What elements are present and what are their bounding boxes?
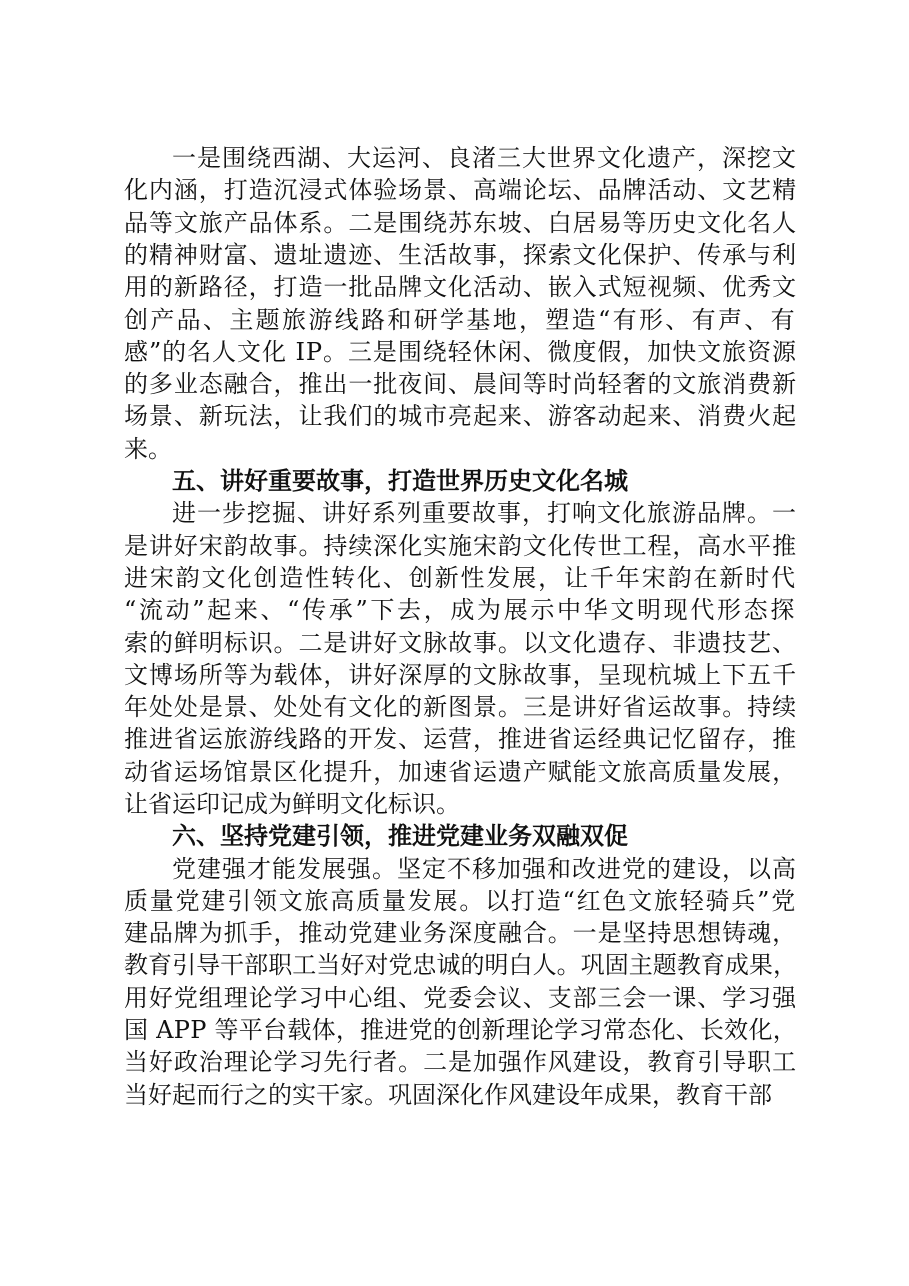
- paragraph-line: 推进省运旅游线路的开发、运营，推进省运经典记忆留存，推: [124, 725, 797, 753]
- paragraph-line: 当好起而行之的实干家。巩固深化作风建设年成果，教育干部: [124, 1081, 772, 1109]
- paragraph-line: 品等文旅产品体系。二是围绕苏东坡、白居易等历史文化名人: [124, 209, 797, 237]
- paragraph-line: 化内涵，打造沉浸式体验场景、高端论坛、品牌活动、文艺精: [124, 176, 797, 204]
- paragraph-line: 进宋韵文化创造性转化、创新性发展，让千年宋韵在新时代: [124, 564, 797, 592]
- paragraph-line: 建品牌为抓手，推动党建业务深度融合。一是坚持思想铸魂，: [124, 919, 797, 947]
- paragraph-line: 年处处是景、处处有文化的新图景。三是讲好省运故事。持续: [124, 693, 797, 721]
- paragraph-line: 创产品、主题旅游线路和研学基地，塑造“有形、有声、有: [124, 306, 797, 334]
- paragraph-line: 质量党建引领文旅高质量发展。以打造“红色文旅轻骑兵”党: [124, 887, 797, 915]
- paragraph-line: 让省运印记成为鲜明文化标识。: [124, 790, 460, 818]
- section-heading: 五、讲好重要故事，打造世界历史文化名城: [172, 467, 628, 495]
- paragraph-line: 来。: [124, 435, 172, 463]
- paragraph-line: 的精神财富、遗址遗迹、生活故事，探索文化保护、传承与利: [124, 241, 797, 269]
- section-heading: 六、坚持党建引领，推进党建业务双融双促: [172, 822, 628, 850]
- paragraph-line: 当好政治理论学习先行者。二是加强作风建设，教育引导职工: [124, 1048, 797, 1076]
- paragraph-line: 一是围绕西湖、大运河、良渚三大世界文化遗产，深挖文: [172, 144, 797, 172]
- paragraph-line: “流动”起来、“传承”下去，成为展示中华文明现代形态探: [124, 596, 797, 624]
- paragraph-line: 动省运场馆景区化提升，加速省运遗产赋能文旅高质量发展，: [124, 758, 797, 786]
- paragraph-line: 党建强才能发展强。坚定不移加强和改进党的建设，以高: [172, 855, 797, 883]
- paragraph-line: 国 APP 等平台载体，推进党的创新理论学习常态化、长效化，: [124, 1016, 797, 1044]
- paragraph-line: 用好党组理论学习中心组、党委会议、支部三会一课、学习强: [124, 984, 797, 1012]
- paragraph-line: 索的鲜明标识。二是讲好文脉故事。以文化遗存、非遗技艺、: [124, 629, 797, 657]
- paragraph-line: 用的新路径，打造一批品牌文化活动、嵌入式短视频、优秀文: [124, 273, 797, 301]
- paragraph-line: 文博场所等为载体，讲好深厚的文脉故事，呈现杭城上下五千: [124, 661, 797, 689]
- paragraph-line: 教育引导干部职工当好对党忠诚的明白人。巩固主题教育成果，: [124, 951, 797, 979]
- paragraph-line: 的多业态融合，推出一批夜间、晨间等时尚轻奢的文旅消费新: [124, 370, 797, 398]
- paragraph-line: 感”的名人文化 IP。三是围绕轻休闲、微度假，加快文旅资源: [124, 338, 797, 366]
- paragraph-line: 是讲好宋韵故事。持续深化实施宋韵文化传世工程，高水平推: [124, 532, 797, 560]
- paragraph-line: 进一步挖掘、讲好系列重要故事，打响文化旅游品牌。一: [172, 499, 797, 527]
- paragraph-line: 场景、新玩法，让我们的城市亮起来、游客动起来、消费火起: [124, 402, 797, 430]
